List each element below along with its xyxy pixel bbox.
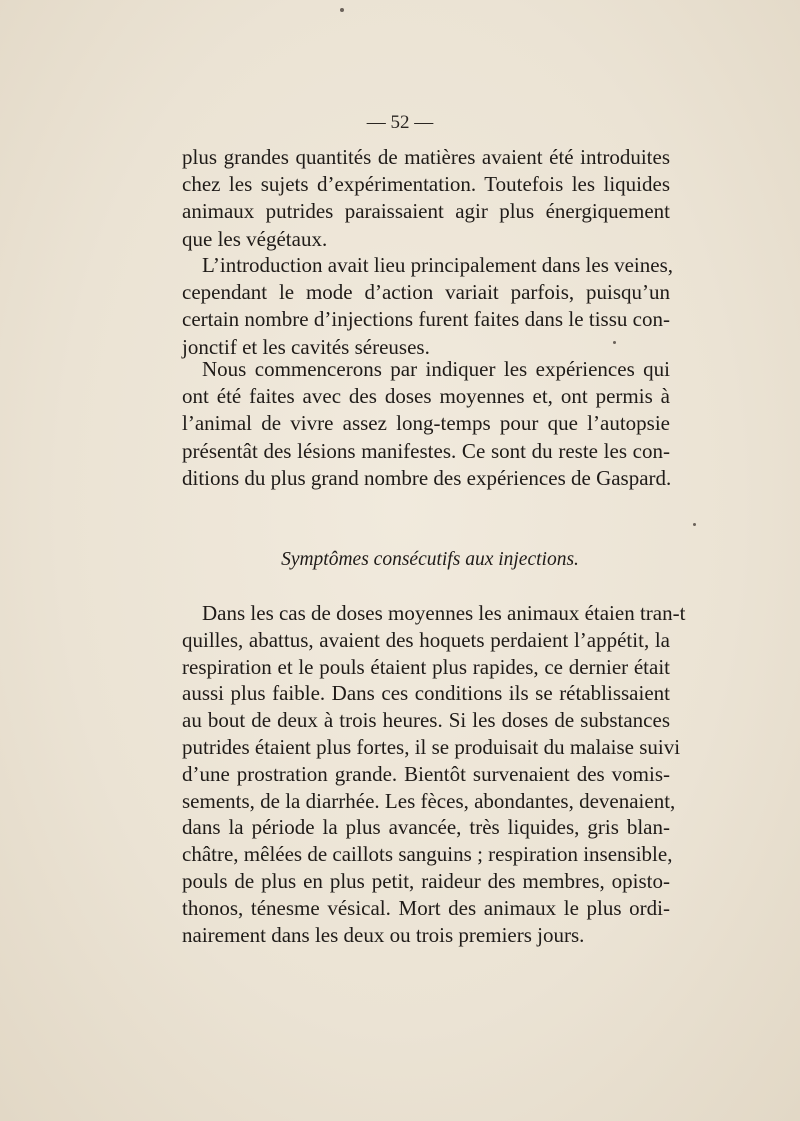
text-line: chez les sujets d’expérimentation. Toutefois les liquides — [182, 172, 670, 197]
text-line: dans la période la plus avancée, très liquides, gris blan- — [182, 815, 670, 840]
page-number: — 52 — — [366, 112, 434, 133]
paragraph-3 — [182, 356, 670, 492]
text-line: L’introduction avait lieu principalement dans les veines, — [202, 253, 674, 277]
text-line: Nous commencerons par indiquer les expériences qui — [202, 357, 670, 381]
text-line: pouls de plus en plus petit, raideur des membres, opisto- — [182, 868, 670, 893]
paragraph-2 — [182, 252, 674, 361]
text-line: l’animal de vivre assez long-temps pour que l’autopsie — [182, 411, 670, 436]
text-line: nairement dans les deux ou trois premiers jours. — [182, 922, 585, 947]
ink-speck — [340, 8, 344, 12]
text-line: d’une prostration grande. Bientôt survenaient des vomis- — [182, 761, 670, 786]
text-line: châtre, mêlées de caillots sanguins ; respiration insensible, — [182, 842, 673, 867]
section-heading: Symptômes consécutifs aux injections. — [281, 549, 579, 570]
text-line: animaux putrides paraissaient agir plus énergiquement — [182, 199, 670, 224]
ink-speck — [693, 523, 696, 526]
text-line: jonctif et les cavités séreuses. — [182, 334, 430, 359]
text-line: thonos, ténesme vésical. Mort des animaux le plus ordi- — [182, 895, 670, 920]
text-line: plus grandes quantités de matières avaient été introduites — [182, 145, 670, 169]
paragraph-1 — [182, 144, 670, 253]
text-line: respiration et le pouls étaient plus rapides, ce dernier était — [182, 654, 670, 679]
text-line: aussi plus faible. Dans ces conditions ils se rétablissaient — [182, 681, 670, 706]
text-line: ditions du plus grand nombre des expériences de Gaspard. — [182, 465, 672, 490]
text-line: présentât des lésions manifestes. Ce sont du reste les con- — [182, 438, 670, 463]
text-line: quilles, abattus, avaient des hoquets perdaient l’appétit, la — [182, 627, 670, 652]
text-line: certain nombre d’injections furent faites dans le tissu con- — [182, 307, 670, 332]
text-line: Dans les cas de doses moyennes les animaux étaien tran-t — [202, 601, 686, 625]
text-line: putrides étaient plus fortes, il se produisait du malaise suivi — [182, 734, 681, 759]
text-line: sements, de la diarrhée. Les fèces, abondantes, devenaient, — [182, 788, 676, 813]
section-paragraph — [182, 600, 686, 948]
text-line: cependant le mode d’action variait parfois, puisqu’un — [182, 280, 670, 305]
text-line: ont été faites avec des doses moyennes et, ont permis à — [182, 384, 670, 409]
text-line: au bout de deux à trois heures. Si les doses de substances — [182, 708, 670, 733]
text-line: que les végétaux. — [182, 226, 328, 251]
